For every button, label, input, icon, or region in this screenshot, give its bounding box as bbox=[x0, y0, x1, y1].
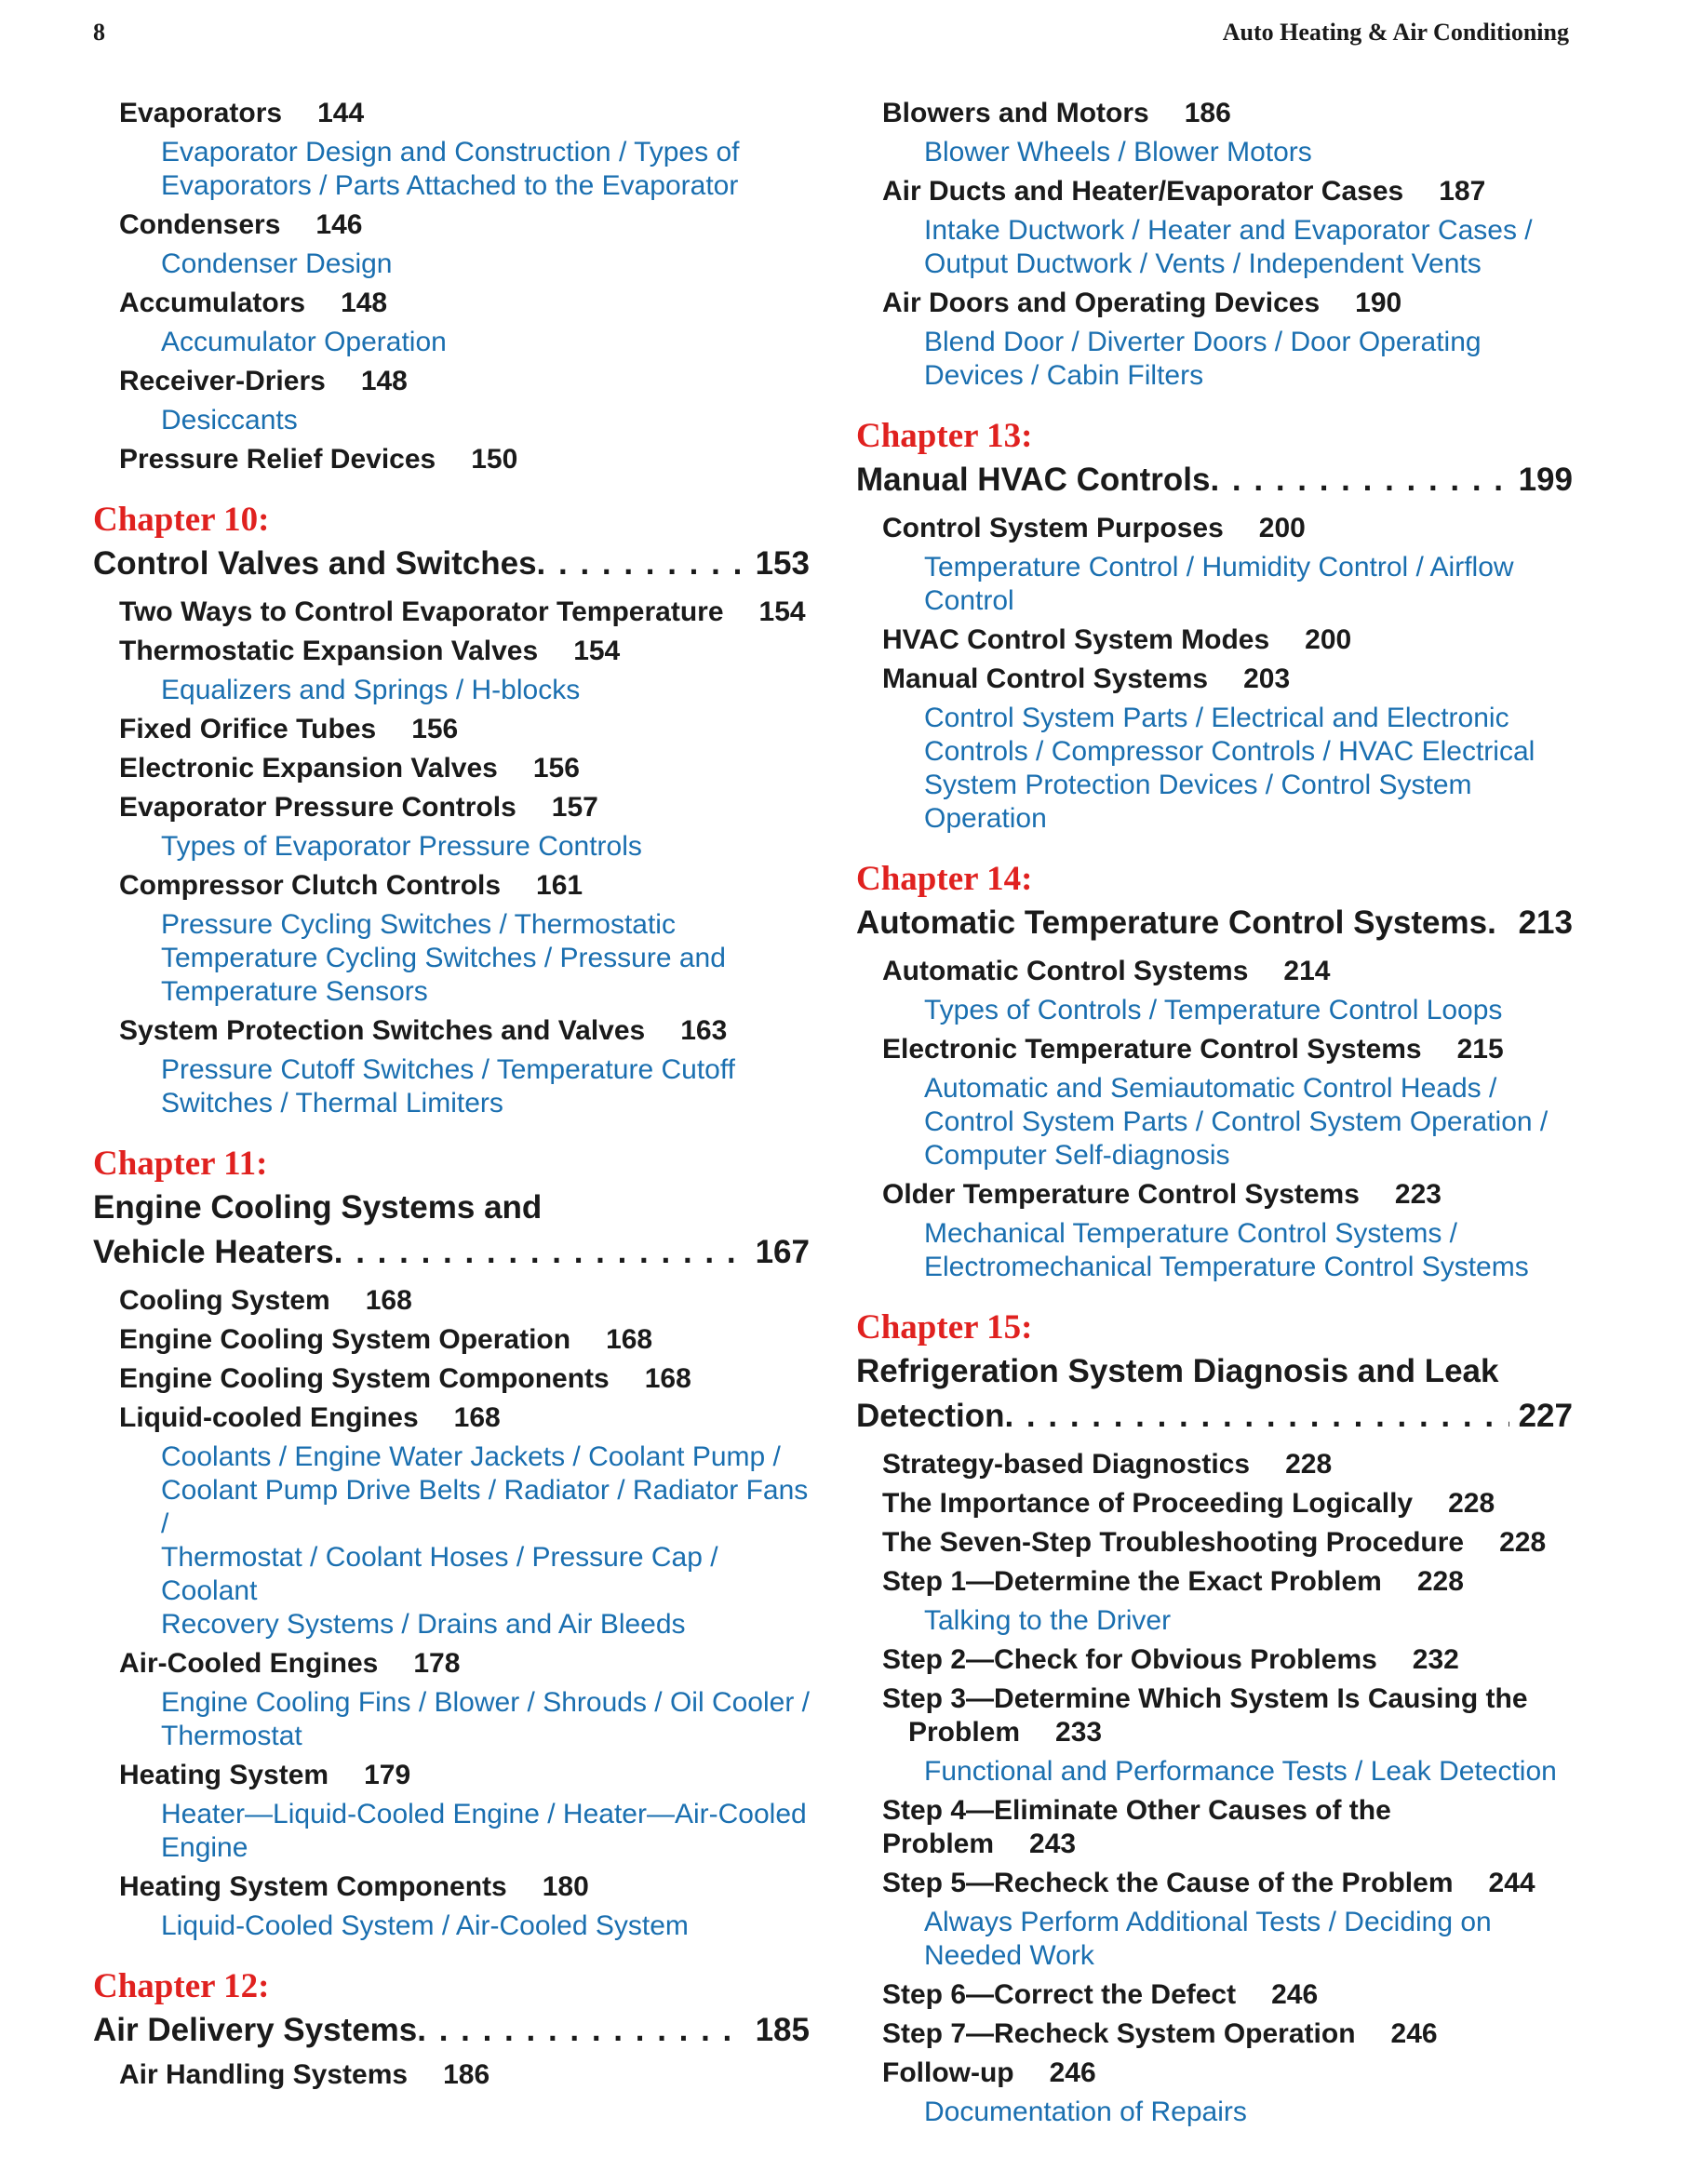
toc-entry-title: Blowers and Motors bbox=[882, 98, 1149, 128]
toc-subtopics bbox=[924, 702, 1573, 836]
chapter-entries bbox=[856, 955, 1573, 1284]
toc-subtopic-line: Recovery Systems / Drains and Air Bleeds bbox=[161, 1609, 686, 1640]
chapter-entries bbox=[856, 512, 1573, 836]
chapter-15 bbox=[856, 1306, 1573, 2129]
toc-subtopics bbox=[161, 1909, 810, 1943]
toc-subtopic-line: Needed Work bbox=[924, 1940, 1094, 1971]
toc-entry-page: 168 bbox=[453, 1402, 501, 1433]
toc-entry[interactable] bbox=[882, 1643, 1573, 1677]
toc-entry[interactable] bbox=[882, 1867, 1573, 1900]
toc-entry-page: 214 bbox=[1283, 956, 1331, 986]
chapter-title[interactable] bbox=[93, 2008, 810, 2053]
toc-entry-title: Cooling System bbox=[119, 1285, 330, 1316]
toc-entry[interactable] bbox=[882, 1033, 1573, 1066]
toc-entry-title: Older Temperature Control Systems bbox=[882, 1179, 1360, 1210]
toc-entry-page: 179 bbox=[364, 1760, 411, 1790]
toc-subtopics bbox=[924, 551, 1573, 618]
chapter-14 bbox=[856, 858, 1573, 1284]
toc-subtopics bbox=[924, 326, 1573, 393]
toc-entry[interactable] bbox=[882, 1978, 1573, 2012]
toc-entry-page: 228 bbox=[1285, 1449, 1333, 1480]
chapter-title-text: Control Valves and Switches bbox=[93, 545, 537, 582]
toc-subtopic-line: Functional and Performance Tests / Leak Detection bbox=[924, 1756, 1557, 1787]
toc-entry-page: 168 bbox=[644, 1363, 691, 1394]
toc-entry-page: 157 bbox=[551, 792, 598, 823]
toc-subtopic-line: Controls / Compressor Controls / HVAC Electrical bbox=[924, 736, 1535, 767]
toc-subtopics bbox=[924, 1217, 1573, 1284]
toc-subtopic-line: Pressure Cutoff Switches / Temperature Cutoff bbox=[161, 1054, 735, 1085]
leader-dots bbox=[417, 2008, 745, 2053]
chapter-entries bbox=[93, 1284, 810, 1943]
toc-entry[interactable] bbox=[119, 752, 810, 785]
running-head: Auto Heating & Air Conditioning bbox=[1222, 19, 1569, 46]
toc-subtopic-line: Evaporators / Parts Attached to the Evaporator bbox=[161, 170, 739, 201]
toc-subtopic-line: Blend Door / Diverter Doors / Door Operating bbox=[924, 327, 1482, 357]
chapter-entries bbox=[93, 596, 810, 1120]
toc-entry-page: 180 bbox=[542, 1871, 589, 1902]
toc-entry-title: HVAC Control System Modes bbox=[882, 624, 1270, 655]
toc-subtopics bbox=[924, 1755, 1573, 1789]
toc-subtopic-line: Engine bbox=[161, 1832, 248, 1863]
toc-subtopic-line: Temperature Control / Humidity Control / Airflow bbox=[924, 552, 1514, 583]
toc-entry[interactable] bbox=[882, 1526, 1573, 1560]
toc-entry-page: 244 bbox=[1488, 1868, 1535, 1898]
toc-entry-page: 148 bbox=[341, 288, 388, 318]
toc-subtopics bbox=[161, 136, 810, 203]
toc-subtopic-line: Desiccants bbox=[161, 405, 298, 435]
toc-subtopic-line: Output Ductwork / Vents / Independent Vents bbox=[924, 248, 1482, 279]
chapter-page: 167 bbox=[755, 1234, 810, 1270]
continued-entries bbox=[856, 97, 1573, 393]
toc-subtopic-line: Automatic and Semiautomatic Control Heads / bbox=[924, 1073, 1497, 1104]
toc-subtopic-line: Control bbox=[924, 585, 1014, 616]
toc-entry-title: Control System Purposes bbox=[882, 513, 1224, 543]
toc-entry-title: Heating System bbox=[119, 1760, 329, 1790]
toc-subtopic-line: Evaporator Design and Construction / Types of bbox=[161, 137, 740, 167]
chapter-title-text: Automatic Temperature Control Systems bbox=[856, 904, 1488, 941]
toc-entry-title: Accumulators bbox=[119, 288, 306, 318]
chapter-page: 227 bbox=[1518, 1398, 1573, 1434]
toc-entry-title: Heating System Components bbox=[119, 1871, 507, 1902]
chapter-title-text: Detection bbox=[856, 1398, 1005, 1434]
toc-subtopic-line: Types of Evaporator Pressure Controls bbox=[161, 831, 642, 862]
toc-subtopic-line: Engine Cooling Fins / Blower / Shrouds / Oil Cooler / bbox=[161, 1687, 810, 1718]
chapter-page: 199 bbox=[1518, 462, 1573, 498]
chapter-label: Chapter 13: bbox=[856, 417, 1033, 455]
toc-subtopics bbox=[924, 994, 1573, 1027]
toc-subtopics bbox=[161, 326, 810, 359]
leader-dots bbox=[334, 1230, 746, 1275]
toc-subtopic-line: Condenser Design bbox=[161, 248, 393, 279]
toc-subtopic-line: Equalizers and Springs / H-blocks bbox=[161, 675, 581, 705]
toc-entry[interactable] bbox=[119, 713, 810, 746]
toc-entry-title: Thermostatic Expansion Valves bbox=[119, 636, 539, 666]
toc-entry-title: Receiver-Driers bbox=[119, 366, 326, 396]
toc-entry-title: Pressure Relief Devices bbox=[119, 444, 436, 475]
toc-subtopics bbox=[161, 830, 810, 864]
toc-entry-title: Step 6—Correct the Defect bbox=[882, 1979, 1237, 2010]
toc-entry-page: 232 bbox=[1412, 1644, 1459, 1675]
toc-entry[interactable] bbox=[119, 1870, 810, 1904]
chapter-title-text: Vehicle Heaters bbox=[93, 1234, 334, 1270]
toc-subtopic-line: Liquid-Cooled System / Air-Cooled System bbox=[161, 1910, 689, 1941]
toc-entry[interactable] bbox=[119, 287, 810, 320]
toc-entry[interactable] bbox=[119, 208, 810, 242]
toc-entry[interactable] bbox=[119, 791, 810, 824]
toc-subtopic-line: Heater—Liquid-Cooled Engine / Heater—Air-Cooled bbox=[161, 1799, 807, 1829]
chapter-label: Chapter 15: bbox=[856, 1308, 1033, 1347]
chapter-label: Chapter 14: bbox=[856, 860, 1033, 898]
toc-entry-title: Step 3—Determine Which System Is Causing the Problem bbox=[882, 1683, 1528, 1748]
toc-entry-page: 148 bbox=[360, 366, 408, 396]
toc-subtopic-line: Control System Parts / Control System Operation / bbox=[924, 1106, 1549, 1137]
toc-entry[interactable] bbox=[882, 287, 1573, 320]
toc-subtopics bbox=[924, 1072, 1573, 1172]
toc-subtopic-line: Devices / Cabin Filters bbox=[924, 360, 1204, 391]
toc-entry-title: The Seven-Step Troubleshooting Procedure bbox=[882, 1527, 1465, 1558]
toc-subtopics bbox=[924, 2096, 1573, 2129]
toc-subtopics bbox=[161, 1053, 810, 1120]
chapter-title-text: Manual HVAC Controls bbox=[856, 462, 1211, 498]
chapter-title[interactable] bbox=[856, 1394, 1573, 1439]
toc-entry-page: 144 bbox=[317, 98, 365, 128]
toc-entry-title: Manual Control Systems bbox=[882, 663, 1209, 694]
leader-dots bbox=[1004, 1394, 1509, 1439]
toc-entry-title: Engine Cooling System Operation bbox=[119, 1324, 571, 1355]
toc-entry-page: 233 bbox=[1055, 1717, 1103, 1748]
toc-subtopics bbox=[924, 1604, 1573, 1638]
toc-subtopics bbox=[924, 214, 1573, 281]
chapter-page: 185 bbox=[755, 2012, 810, 2048]
page-number: 8 bbox=[93, 19, 105, 46]
toc-entry-title: Step 7—Recheck System Operation bbox=[882, 2018, 1356, 2049]
toc-entry-page: 215 bbox=[1456, 1034, 1504, 1065]
toc-entry-page: 187 bbox=[1439, 176, 1486, 207]
toc-entry-title: Step 4—Eliminate Other Causes of the Problem bbox=[882, 1795, 1391, 1859]
toc-entry-page: 246 bbox=[1049, 2057, 1096, 2088]
toc-entry-title: Air-Cooled Engines bbox=[119, 1648, 379, 1679]
chapter-label: Chapter 11: bbox=[93, 1145, 268, 1183]
toc-entry-page: 186 bbox=[443, 2059, 490, 2090]
chapter-10 bbox=[93, 499, 810, 1120]
toc-subtopics bbox=[161, 1686, 810, 1753]
toc-subtopic-line: Control System Parts / Electrical and Electronic bbox=[924, 703, 1509, 733]
toc-entry[interactable] bbox=[882, 175, 1573, 208]
toc-entry-page: 156 bbox=[532, 753, 580, 784]
toc-entry-page: 200 bbox=[1258, 513, 1306, 543]
toc-subtopic-line: Accumulator Operation bbox=[161, 327, 447, 357]
toc-subtopics bbox=[161, 1798, 810, 1865]
toc-entry[interactable] bbox=[882, 1794, 1573, 1861]
toc-subtopics bbox=[161, 248, 810, 281]
toc-subtopic-line: Operation bbox=[924, 803, 1047, 834]
toc-entry[interactable] bbox=[119, 1759, 810, 1792]
toc-entry-page: 168 bbox=[606, 1324, 653, 1355]
chapter-label: Chapter 12: bbox=[93, 1967, 270, 2005]
toc-entry-page: 200 bbox=[1305, 624, 1352, 655]
chapter-title[interactable] bbox=[856, 901, 1573, 945]
toc-subtopics bbox=[161, 1440, 810, 1641]
toc-entry[interactable] bbox=[119, 1401, 810, 1435]
toc-subtopic-line: Types of Controls / Temperature Control Loops bbox=[924, 995, 1503, 1025]
toc-entry[interactable] bbox=[119, 1362, 810, 1396]
toc-entry-page: 228 bbox=[1416, 1566, 1464, 1597]
chapter-page: 153 bbox=[755, 545, 810, 582]
chapter-title-text: Air Delivery Systems bbox=[93, 2012, 418, 2048]
toc-entry-page: 246 bbox=[1271, 1979, 1319, 2010]
toc-entry-title: The Importance of Proceeding Logically bbox=[882, 1488, 1414, 1519]
toc-entry-title: Air Handling Systems bbox=[119, 2059, 409, 2090]
toc-subtopics bbox=[161, 908, 810, 1009]
toc-entry[interactable] bbox=[882, 663, 1573, 696]
toc-subtopic-line: Coolant Pump Drive Belts / Radiator / Radiator Fans / bbox=[161, 1475, 809, 1539]
toc-entry[interactable] bbox=[119, 869, 810, 903]
chapter-13 bbox=[856, 415, 1573, 836]
toc-entry-page: 186 bbox=[1184, 98, 1231, 128]
toc-entry-title: Electronic Expansion Valves bbox=[119, 753, 498, 784]
toc-entry-page: 243 bbox=[1029, 1829, 1077, 1859]
toc-subtopic-line: Pressure Cycling Switches / Thermostatic bbox=[161, 909, 676, 940]
chapter-entries bbox=[93, 2058, 810, 2092]
toc-entry[interactable] bbox=[119, 2058, 810, 2092]
toc-entry-page: 161 bbox=[536, 870, 583, 901]
toc-subtopic-line: Coolants / Engine Water Jackets / Coolant Pump / bbox=[161, 1441, 781, 1472]
chapter-title[interactable] bbox=[93, 542, 810, 586]
chapter-page: 213 bbox=[1518, 904, 1573, 941]
right-column bbox=[856, 91, 1573, 2129]
toc-entry-page: 223 bbox=[1394, 1179, 1442, 1210]
chapter-entries bbox=[856, 1448, 1573, 2129]
toc-entry[interactable] bbox=[119, 1014, 810, 1048]
chapter-title-line1[interactable]: Refrigeration System Diagnosis and Leak bbox=[856, 1353, 1499, 1389]
toc-subtopics bbox=[924, 1906, 1573, 1973]
continued-entries bbox=[93, 97, 810, 476]
toc-entry-page: 178 bbox=[413, 1648, 461, 1679]
toc-subtopic-line: Mechanical Temperature Control Systems / bbox=[924, 1218, 1458, 1249]
chapter-title[interactable] bbox=[856, 458, 1573, 502]
toc-entry[interactable] bbox=[882, 1178, 1573, 1212]
toc-entry-title: Evaporator Pressure Controls bbox=[119, 792, 516, 823]
toc-entry-title: Air Doors and Operating Devices bbox=[882, 288, 1321, 318]
toc-subtopics bbox=[924, 136, 1573, 169]
toc-entry[interactable] bbox=[119, 596, 810, 629]
toc-entry-page: 168 bbox=[365, 1285, 412, 1316]
toc-subtopics bbox=[161, 674, 810, 707]
toc-subtopic-line: Switches / Thermal Limiters bbox=[161, 1088, 503, 1119]
chapter-12 bbox=[93, 1965, 810, 2092]
toc-entry-page: 150 bbox=[471, 444, 518, 475]
toc-entry-title: Strategy-based Diagnostics bbox=[882, 1449, 1251, 1480]
toc-entry-title: Engine Cooling System Components bbox=[119, 1363, 610, 1394]
toc-entry-title: Step 2—Check for Obvious Problems bbox=[882, 1644, 1377, 1675]
chapter-title[interactable] bbox=[93, 1230, 810, 1275]
toc-subtopic-line: Computer Self-diagnosis bbox=[924, 1140, 1230, 1171]
toc-subtopic-line: Electromechanical Temperature Control Systems bbox=[924, 1252, 1529, 1282]
toc-entry-page: 154 bbox=[758, 596, 806, 627]
toc-entry[interactable] bbox=[119, 443, 810, 476]
toc-subtopic-line: Temperature Sensors bbox=[161, 976, 428, 1007]
chapter-label: Chapter 10: bbox=[93, 501, 270, 539]
toc-entry-title: Liquid-cooled Engines bbox=[119, 1402, 419, 1433]
toc-entry-title: Electronic Temperature Control Systems bbox=[882, 1034, 1422, 1065]
toc-entry-title: Follow-up bbox=[882, 2057, 1014, 2088]
toc-entry-page: 146 bbox=[315, 209, 363, 240]
toc-subtopics bbox=[161, 404, 810, 437]
toc-entry-title: Automatic Control Systems bbox=[882, 956, 1249, 986]
toc-entry-title: Evaporators bbox=[119, 98, 283, 128]
toc-entry-title: Step 1—Determine the Exact Problem bbox=[882, 1566, 1382, 1597]
chapter-11 bbox=[93, 1143, 810, 1943]
toc-entry[interactable] bbox=[882, 512, 1573, 545]
toc-entry-page: 246 bbox=[1390, 2018, 1438, 2049]
toc-entry-page: 228 bbox=[1448, 1488, 1495, 1519]
toc-entry-page: 190 bbox=[1355, 288, 1402, 318]
toc-subtopic-line: Talking to the Driver bbox=[924, 1605, 1172, 1636]
toc-subtopic-line: Thermostat bbox=[161, 1721, 302, 1751]
toc-entry-title: Two Ways to Control Evaporator Temperature bbox=[119, 596, 724, 627]
toc-entry-title: System Protection Switches and Valves bbox=[119, 1015, 646, 1046]
toc-entry-page: 154 bbox=[573, 636, 621, 666]
chapter-title-line1[interactable]: Engine Cooling Systems and bbox=[93, 1189, 543, 1226]
toc-entry[interactable] bbox=[882, 1565, 1573, 1599]
toc-entry[interactable] bbox=[882, 2057, 1573, 2090]
toc-entry[interactable] bbox=[119, 365, 810, 398]
toc-entry-page: 228 bbox=[1499, 1527, 1547, 1558]
toc-entry-title: Compressor Clutch Controls bbox=[119, 870, 502, 901]
toc-subtopic-line: Always Perform Additional Tests / Deciding on bbox=[924, 1907, 1492, 1937]
toc-entry[interactable] bbox=[882, 1448, 1573, 1481]
toc-subtopic-line: Temperature Cycling Switches / Pressure and bbox=[161, 943, 726, 973]
toc-entry[interactable] bbox=[119, 1323, 810, 1357]
toc-subtopic-line: Intake Ductwork / Heater and Evaporator Cases / bbox=[924, 215, 1533, 246]
toc-entry-title: Fixed Orifice Tubes bbox=[119, 714, 377, 744]
toc-subtopic-line: Thermostat / Coolant Hoses / Pressure Cap / Coolant bbox=[161, 1542, 718, 1606]
leader-dots bbox=[537, 542, 746, 586]
leader-dots bbox=[1210, 458, 1509, 502]
toc-entry[interactable] bbox=[882, 1487, 1573, 1521]
toc-entry-title: Condensers bbox=[119, 209, 281, 240]
toc-entry[interactable] bbox=[882, 955, 1573, 988]
toc-entry[interactable] bbox=[882, 1682, 1573, 1749]
toc-entry[interactable] bbox=[119, 1647, 810, 1681]
toc-entry-page: 203 bbox=[1243, 663, 1291, 694]
toc-subtopic-line: Documentation of Repairs bbox=[924, 2097, 1247, 2127]
toc-entry-title: Air Ducts and Heater/Evaporator Cases bbox=[882, 176, 1404, 207]
toc-subtopic-line: Blower Wheels / Blower Motors bbox=[924, 137, 1312, 167]
toc-entry[interactable] bbox=[882, 2017, 1573, 2051]
leader-dots bbox=[1487, 901, 1509, 945]
toc-entry[interactable] bbox=[119, 1284, 810, 1318]
toc-subtopic-line: System Protection Devices / Control System bbox=[924, 770, 1472, 800]
toc-entry-title: Step 5—Recheck the Cause of the Problem bbox=[882, 1868, 1454, 1898]
toc-entry[interactable] bbox=[119, 635, 810, 668]
toc-entry-page: 156 bbox=[411, 714, 459, 744]
left-column bbox=[93, 91, 810, 2092]
toc-entry[interactable] bbox=[882, 623, 1573, 657]
toc-entry[interactable] bbox=[119, 97, 810, 130]
toc-entry[interactable] bbox=[882, 97, 1573, 130]
toc-entry-page: 163 bbox=[680, 1015, 728, 1046]
